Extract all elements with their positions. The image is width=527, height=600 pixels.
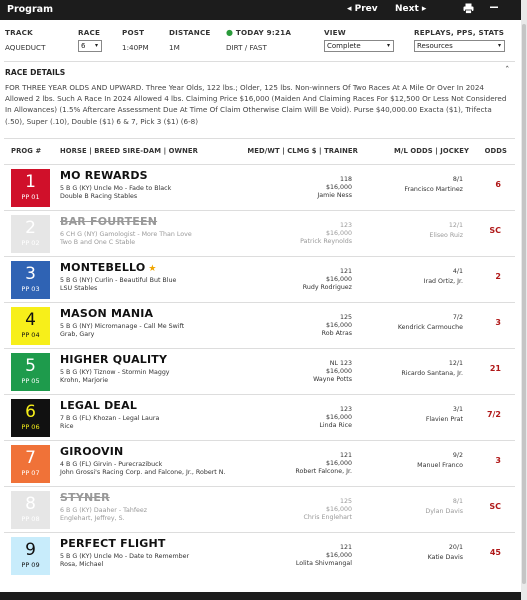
live-odds: SC [489, 502, 501, 511]
race-select-value: 6 [81, 42, 86, 50]
ml-odds: 4/1 [452, 268, 463, 275]
ml-odds: 12/1 [448, 360, 463, 367]
horse-name-text: LEGAL DEAL [60, 399, 138, 412]
jockey: Ricardo Santana, Jr. [401, 370, 463, 377]
med-weight: 123 [339, 406, 352, 413]
horse-name-text: MASON MANIA [60, 307, 154, 320]
breed-sire-dam: 5 B G (KY) Uncle Mo - Date to Remember [60, 553, 190, 560]
horse-name[interactable] [60, 307, 153, 320]
claiming-price: $16,000 [325, 552, 352, 559]
replays-label: REPLAYS, PPS, STATS [414, 28, 505, 37]
chevron-down-icon: ▾ [94, 42, 98, 49]
program-number: 2 [25, 218, 36, 238]
breed-sire-dam: 6 CH G (NY) Gamologist - More Than Love [60, 231, 192, 238]
horse-name[interactable] [60, 353, 167, 366]
ml-odds: 8/1 [452, 498, 463, 505]
live-odds: 3 [495, 456, 501, 465]
claiming-price: $16,000 [325, 414, 352, 421]
post-position: PP 01 [21, 193, 40, 201]
owner: Englehart, Jeffrey, S. [60, 515, 125, 522]
jockey: Francisco Martinez [404, 186, 463, 193]
program-number-badge [11, 399, 50, 437]
program-number: 7 [25, 448, 36, 468]
scrollbar[interactable] [521, 0, 527, 600]
program-number-badge [11, 215, 50, 253]
trainer: Rudy Rodriguez [302, 284, 352, 291]
program-number: 5 [25, 356, 36, 376]
entry-row[interactable] [4, 486, 515, 532]
ml-odds: 7/2 [452, 314, 463, 321]
view-select[interactable] [324, 40, 394, 52]
scrollbar-thumb[interactable] [522, 24, 526, 584]
resources-select-value: Resources [417, 42, 453, 50]
claiming-price: $16,000 [325, 276, 352, 283]
entry-row[interactable] [4, 348, 515, 394]
program-number: 1 [25, 172, 36, 192]
trainer: Robert Falcone, Jr. [295, 468, 352, 475]
horse-name-text: BAR FOURTEEN [60, 215, 158, 228]
horse-name-text: HIGHER QUALITY [60, 353, 168, 366]
owner: John Grossi's Racing Corp. and Falcone, Jr., Robert N. [60, 469, 226, 476]
med-weight: 121 [339, 544, 352, 551]
live-odds: 21 [489, 364, 501, 373]
owner: Krohn, Marjorie [60, 377, 109, 384]
next-race-button[interactable]: Next ▸ [395, 4, 427, 14]
print-icon[interactable] [463, 3, 474, 17]
trainer: Chris Englehart [303, 514, 352, 521]
trainer: Jamie Ness [317, 192, 352, 199]
view-select-value: Complete [327, 42, 361, 50]
jockey: Dylan Davis [425, 508, 463, 515]
check-circle-icon: ● [226, 28, 234, 37]
col-prog: PROG # [11, 147, 42, 155]
race-details-title: RACE DETAILS [5, 68, 66, 77]
bottom-bar [0, 592, 521, 600]
jockey: Irad Ortiz, Jr. [423, 278, 463, 285]
trainer: Lolita Shivmangal [295, 560, 352, 567]
med-weight: 123 [339, 222, 352, 229]
program-number-badge [11, 353, 50, 391]
track-value: AQUEDUCT [5, 43, 46, 52]
col-odds: ODDS [484, 147, 507, 155]
ml-odds: 8/1 [452, 176, 463, 183]
post-position: PP 03 [21, 285, 40, 293]
trainer: Rob Atras [321, 330, 352, 337]
trainer: Wayne Potts [313, 376, 352, 383]
distance-label: DISTANCE [169, 28, 211, 37]
entry-row[interactable] [4, 256, 515, 302]
jockey: Flavien Prat [425, 416, 463, 423]
jockey: Katie Davis [427, 554, 463, 561]
owner: Two B and One C Stable [60, 239, 136, 246]
ml-odds: 20/1 [448, 544, 463, 551]
horse-name[interactable] [60, 169, 148, 182]
chevron-down-icon: ▾ [497, 42, 501, 49]
claiming-price: $16,000 [325, 506, 352, 513]
claiming-price: $16,000 [325, 184, 352, 191]
med-weight: 125 [339, 314, 352, 321]
post-position: PP 06 [21, 423, 40, 431]
horse-name[interactable] [60, 491, 110, 504]
race-label: RACE [78, 28, 101, 37]
med-weight: 121 [339, 268, 352, 275]
horse-name-text: MO REWARDS [60, 169, 148, 182]
star-icon: ★ [148, 264, 157, 274]
program-title: Program [7, 4, 53, 15]
live-odds: 2 [495, 272, 501, 281]
jockey: Kendrick Carmouche [397, 324, 463, 331]
horse-name-text: STYNER [60, 491, 110, 504]
med-weight: 125 [339, 498, 352, 505]
post-position: PP 02 [21, 239, 40, 247]
live-odds: SC [489, 226, 501, 235]
live-odds: 3 [495, 318, 501, 327]
program-number-badge [11, 261, 50, 299]
program-number: 9 [25, 540, 36, 560]
program-header-bar [0, 0, 521, 20]
prev-race-button[interactable]: ◂ Prev [347, 4, 378, 14]
trainer: Patrick Reynolds [300, 238, 352, 245]
program-number-badge [11, 491, 50, 529]
entry-row[interactable] [4, 440, 515, 486]
program-number: 8 [25, 494, 36, 514]
trainer: Linda Rice [319, 422, 352, 429]
med-weight: NL 123 [329, 360, 352, 367]
claiming-price: $16,000 [325, 230, 352, 237]
horse-name-text: GIROOVIN [60, 445, 124, 458]
entry-row[interactable] [4, 302, 515, 348]
jockey: Eliseo Ruiz [429, 232, 463, 239]
col-med: MED/WT | CLMG $ | TRAINER [247, 147, 358, 155]
program-number: 6 [25, 402, 36, 422]
jockey: Manuel Franco [417, 462, 463, 469]
distance-value: 1M [169, 43, 180, 52]
post-value: 1:40PM [122, 43, 149, 52]
live-odds: 7/2 [486, 410, 501, 419]
post-position: PP 05 [21, 377, 40, 385]
owner: Grab, Gary [60, 331, 95, 338]
entry-row[interactable] [4, 164, 515, 210]
chevron-up-icon[interactable]: ˆ [505, 66, 510, 76]
program-number-badge [11, 307, 50, 345]
col-ml: M/L ODDS | JOCKEY [394, 147, 469, 155]
program-number: 4 [25, 310, 36, 330]
owner: Double B Racing Stables [60, 193, 138, 200]
program-number-badge [11, 537, 50, 575]
post-position: PP 07 [21, 469, 40, 477]
today-time [226, 28, 291, 37]
ml-odds: 9/2 [452, 452, 463, 459]
breed-sire-dam: 5 B G (KY) Tiznow - Stormin Maggy [60, 369, 170, 376]
entry-row[interactable] [4, 210, 515, 256]
entry-row[interactable] [4, 532, 515, 578]
track-label: TRACK [5, 28, 33, 37]
surface-value: DIRT / FAST [226, 43, 267, 52]
view-label: VIEW [324, 28, 346, 37]
divider [4, 61, 515, 62]
horse-name[interactable] [60, 261, 157, 274]
horse-name-text: PERFECT FLIGHT [60, 537, 166, 550]
claiming-price: $16,000 [325, 460, 352, 467]
program-number-badge [11, 445, 50, 483]
col-horse: HORSE | BREED SIRE-DAM | OWNER [60, 147, 199, 155]
race-select[interactable] [78, 40, 102, 52]
breed-sire-dam: 5 B G (NY) Curlin - Beautiful But Blue [60, 277, 177, 284]
owner: Rosa, Michael [60, 561, 104, 568]
horse-name[interactable] [60, 399, 137, 412]
horse-name[interactable] [60, 537, 166, 550]
post-position: PP 08 [21, 515, 40, 523]
horse-name[interactable] [60, 445, 123, 458]
breed-sire-dam: 5 B G (NY) Micromanage - Call Me Swift [60, 323, 185, 330]
med-weight: 121 [339, 452, 352, 459]
claiming-price: $16,000 [325, 322, 352, 329]
breed-sire-dam: 5 B G (KY) Uncle Mo - Fade to Black [60, 185, 172, 192]
today-label: TODAY 9:21A [235, 28, 292, 37]
entry-row[interactable] [4, 394, 515, 440]
resources-select[interactable] [414, 40, 505, 52]
program-number-badge [11, 169, 50, 207]
horse-name-text: MONTEBELLO [60, 261, 146, 274]
breed-sire-dam: 4 B G (FL) Girvin - Purecrazibuck [60, 461, 163, 468]
post-label: POST [122, 28, 145, 37]
post-position: PP 04 [21, 331, 40, 339]
owner: LSU Stables [60, 285, 98, 292]
breed-sire-dam: 6 B G (KY) Daaher - Tahfeez [60, 507, 148, 514]
claiming-price: $16,000 [325, 368, 352, 375]
ml-odds: 3/1 [452, 406, 463, 413]
horse-name[interactable] [60, 215, 157, 228]
ml-odds: 12/1 [448, 222, 463, 229]
live-odds: 45 [489, 548, 501, 557]
minimize-icon[interactable] [489, 2, 499, 15]
med-weight: 118 [339, 176, 352, 183]
race-details-text: FOR THREE YEAR OLDS AND UPWARD. Three Year Olds, 122 lbs.; Older, 125 lbs. Non-winners Of Two Races At A Mile Or Over In 2024 Allowed 2 lbs. Such A Race In 2024 Allowed 4 lbs. Claiming Price $16,000 (Maiden And Claiming Races For $12,500 Or Less Not Considered In Allowances) (1.5% Aftercare Assessment Due At Time Of Claim Otherwise Claim Will Be Void). Purse $40,000.00 Exacta ($1), Trifecta (.50), Super (.10), Double ($1) 6 & 7, Pick 3 ($1) (6-8) [5, 83, 507, 126]
chevron-down-icon: ▾ [386, 42, 390, 49]
breed-sire-dam: 7 B G (FL) Khozan - Legal Laura [60, 415, 160, 422]
owner: Rice [60, 423, 74, 430]
program-number: 3 [25, 264, 36, 284]
divider [4, 138, 515, 139]
live-odds: 6 [495, 180, 501, 189]
post-position: PP 09 [21, 561, 40, 569]
